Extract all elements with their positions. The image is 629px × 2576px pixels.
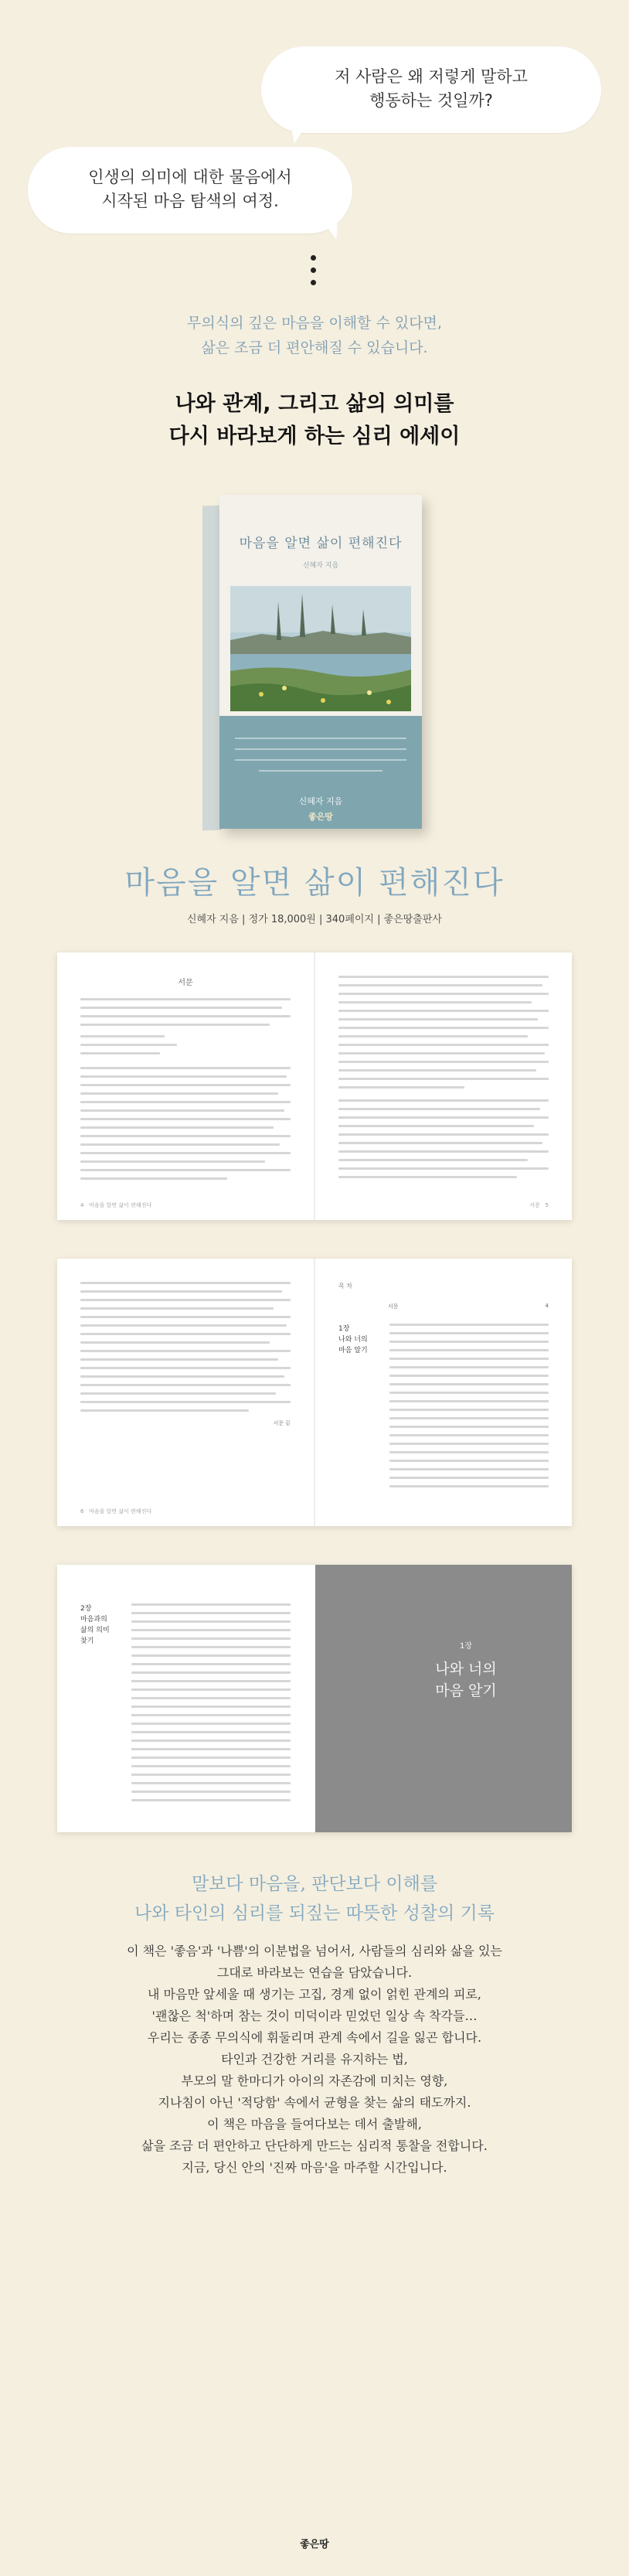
text-line-placeholder — [338, 1001, 532, 1003]
text-line-placeholder — [80, 1101, 291, 1103]
text-line-placeholder — [80, 998, 291, 1000]
text-line-placeholder — [338, 1052, 545, 1055]
page-footer-title: 마음을 알면 삶이 편해진다 — [89, 1202, 152, 1208]
spread-page-left — [57, 1259, 314, 1526]
text-line-placeholder — [389, 1349, 549, 1351]
text-line-placeholder — [80, 1307, 274, 1310]
bubble-2-line-1: 인생의 의미에 대한 물음에서 — [88, 168, 292, 186]
text-line-placeholder — [80, 1118, 291, 1120]
text-line-placeholder — [389, 1400, 549, 1402]
text-line-placeholder — [131, 1663, 291, 1665]
text-line-placeholder — [131, 1629, 291, 1631]
book-front-cover — [219, 495, 422, 829]
text-line-placeholder — [131, 1654, 291, 1657]
chapter-divider-page — [315, 1565, 572, 1832]
text-line-placeholder — [131, 1791, 291, 1793]
cover-author: 신혜자 지음 — [302, 562, 339, 570]
text-line-placeholder — [389, 1485, 549, 1487]
text-line-placeholder — [80, 1290, 282, 1293]
text-line-placeholder — [338, 1069, 536, 1072]
band-publisher-logo: 좋은땅 — [308, 812, 333, 822]
text-line-placeholder — [131, 1603, 291, 1606]
text-line-placeholder — [80, 1316, 291, 1318]
text-line-placeholder — [389, 1451, 549, 1453]
text-line-placeholder — [80, 1007, 282, 1009]
text-line-placeholder — [131, 1739, 291, 1742]
closing-line: 삶을 조금 더 편안하고 단단하게 만드는 심리적 통찰을 전합니다. — [141, 2138, 488, 2153]
cover-band — [219, 716, 422, 829]
text-line-placeholder — [338, 1078, 549, 1080]
book-spread-preface — [57, 952, 572, 1220]
lead-line-2: 삶은 조금 더 편안해질 수 있습니다. — [201, 339, 428, 356]
text-line-placeholder — [80, 1160, 265, 1163]
text-line-placeholder — [131, 1799, 291, 1801]
text-line-placeholder — [80, 1035, 165, 1038]
text-line-placeholder — [389, 1434, 549, 1436]
text-line-placeholder — [338, 1116, 549, 1119]
toc-preface: 서문 — [388, 1303, 399, 1310]
text-line-placeholder — [80, 1401, 291, 1403]
spread-page-right — [315, 952, 572, 1220]
text-line-placeholder — [80, 1358, 278, 1361]
text-line-placeholder — [80, 1143, 280, 1146]
text-line-placeholder — [389, 1417, 549, 1419]
text-line-placeholder — [80, 1044, 177, 1046]
text-line-placeholder — [131, 1612, 291, 1614]
text-line-placeholder — [338, 1061, 549, 1063]
preface-title: 서문 — [178, 979, 193, 987]
text-line-placeholder — [389, 1324, 549, 1326]
text-line-placeholder — [389, 1477, 549, 1479]
text-line-placeholder — [80, 1350, 291, 1352]
text-line-placeholder — [338, 1108, 540, 1110]
text-line-placeholder — [80, 1052, 160, 1055]
text-line-placeholder — [131, 1774, 291, 1776]
text-line-placeholder — [389, 1366, 549, 1368]
text-line-placeholder — [80, 1169, 291, 1171]
text-line-placeholder — [389, 1358, 549, 1360]
chapter-title-line-2: 마음 알기 — [435, 1682, 497, 1699]
spread-page-left — [57, 952, 314, 1220]
text-line-placeholder — [80, 1024, 270, 1026]
page-footer-title: 마음을 알면 삶이 편해진다 — [89, 1508, 152, 1515]
toc-chapter-1: 1장 나와 너의 마음 알기 — [338, 1325, 368, 1354]
text-line-placeholder — [338, 976, 549, 978]
page-number: 6 마음을 알면 삶이 편해진다 — [80, 1508, 152, 1515]
text-line-placeholder — [389, 1383, 549, 1385]
closing-line: 지금, 당신 안의 '진짜 마음'을 마주할 시간입니다. — [182, 2160, 447, 2175]
text-line-placeholder — [80, 1375, 284, 1378]
cover-title: 마음을 알면 삶이 편해진다 — [239, 536, 403, 551]
text-line-placeholder — [389, 1426, 549, 1428]
book-meta: 신혜자 지음 | 정가 18,000원 | 340페이지 | 좋은땅출판사 — [187, 914, 442, 925]
text-line-placeholder — [131, 1637, 291, 1640]
lead-line-1: 무의식의 깊은 마음을 이해할 수 있다면, — [187, 315, 442, 332]
text-line-placeholder — [338, 1035, 528, 1038]
text-line-placeholder — [131, 1731, 291, 1733]
text-line-placeholder — [338, 1044, 549, 1046]
closing-line: 이 책은 마음을 들여다보는 데서 출발해, — [207, 2117, 422, 2131]
preface-sign: 서문 끝 — [273, 1420, 291, 1426]
vertical-dots-icon — [311, 255, 316, 292]
text-line-placeholder — [338, 1133, 549, 1136]
question-bubble-1 — [261, 46, 601, 133]
headline-line-1: 나와 관계, 그리고 삶의 의미를 — [175, 392, 454, 416]
chapter-number: 1장 — [459, 1642, 473, 1651]
text-line-placeholder — [338, 984, 542, 986]
spread-page-left — [57, 1565, 314, 1832]
text-line-placeholder — [80, 1282, 291, 1284]
text-line-placeholder — [338, 1018, 538, 1021]
text-line-placeholder — [389, 1332, 549, 1334]
text-line-placeholder — [80, 1109, 284, 1112]
text-line-placeholder — [80, 1084, 291, 1086]
toc-entries — [389, 1324, 549, 1494]
bubble-2-line-2: 시작된 마음 탐색의 여정. — [101, 192, 279, 210]
text-line-placeholder — [80, 1135, 291, 1137]
band-text-line — [259, 770, 382, 772]
text-line-placeholder — [338, 1125, 534, 1127]
closing-body — [0, 1941, 629, 2179]
closing-line: '괜찮은 척'하며 참는 것이 미덕이라 믿었던 일상 속 착각들… — [151, 2009, 478, 2023]
book-spread-chapter — [57, 1565, 572, 1832]
text-line-placeholder — [338, 1010, 549, 1012]
page-number: 4 마음을 알면 삶이 편해진다 — [80, 1202, 152, 1208]
book-cover-mockup — [202, 495, 434, 835]
text-line-placeholder — [80, 1015, 291, 1017]
text-line-placeholder — [131, 1757, 291, 1759]
text-line-placeholder — [338, 1086, 464, 1089]
text-line-placeholder — [131, 1620, 291, 1623]
text-line-placeholder — [131, 1697, 291, 1699]
bubble-1-line-2: 행동하는 것일까? — [369, 91, 493, 110]
closing-line: 이 책은 '좋음'과 '나쁨'의 이분법을 넘어서, 사람들의 심리와 삶을 있는 — [127, 1944, 502, 1958]
text-line-placeholder — [338, 1099, 549, 1102]
book-title: 마음을 알면 삶이 편해진다 — [124, 865, 505, 901]
headline-line-2: 다시 바라보게 하는 심리 에세이 — [168, 424, 461, 448]
cover-painting — [230, 586, 411, 711]
text-line-placeholder — [80, 1392, 276, 1395]
text-line-placeholder — [131, 1748, 291, 1750]
band-author: 신혜자 지음 — [298, 796, 343, 806]
text-line-placeholder — [131, 1705, 291, 1708]
text-line-placeholder — [338, 1159, 528, 1161]
book-spine — [202, 506, 221, 831]
text-line-placeholder — [131, 1646, 291, 1648]
text-line-placeholder — [131, 1714, 291, 1716]
closing-line: 그대로 바라보는 연습을 담았습니다. — [216, 1965, 413, 1980]
text-line-placeholder — [338, 1150, 549, 1153]
text-line-placeholder — [389, 1460, 549, 1462]
question-bubble-2 — [28, 147, 352, 233]
text-line-placeholder — [80, 1092, 278, 1095]
band-text-line — [235, 748, 406, 750]
text-line-placeholder — [131, 1671, 291, 1674]
publisher-logo: 좋은땅 — [300, 2539, 329, 2550]
closing-line: 우리는 종종 무의식에 휘둘리며 관계 속에서 길을 잃곤 합니다. — [147, 2030, 482, 2045]
text-line-placeholder — [80, 1075, 287, 1078]
text-line-placeholder — [131, 1680, 291, 1682]
text-line-placeholder — [338, 1142, 542, 1144]
text-line-placeholder — [80, 1324, 287, 1327]
spread-page-right — [315, 1259, 572, 1526]
text-line-placeholder — [80, 1409, 249, 1412]
closing-title-line-2: 나와 타인의 심리를 되짚는 따뜻한 성찰의 기록 — [134, 1903, 495, 1923]
text-line-placeholder — [131, 1688, 291, 1691]
headline — [0, 388, 629, 453]
book-spread-toc — [57, 1259, 572, 1526]
chapter-divider-title — [408, 1639, 524, 1702]
toc-preface-page: 4 — [545, 1303, 549, 1309]
text-line-placeholder — [389, 1375, 549, 1377]
closing-title-line-1: 말보다 마음을, 판단보다 이해를 — [191, 1874, 438, 1894]
text-line-placeholder — [80, 1384, 291, 1386]
lead-text — [0, 311, 629, 360]
text-line-placeholder — [338, 993, 549, 995]
text-line-placeholder — [80, 1126, 274, 1129]
text-line-placeholder — [80, 1152, 291, 1154]
text-line-placeholder — [389, 1468, 549, 1470]
text-line-placeholder — [80, 1333, 291, 1335]
text-line-placeholder — [131, 1765, 291, 1767]
band-text-line — [235, 759, 406, 761]
closing-line: 지나침이 아닌 '적당함' 속에서 균형을 찾는 삶의 태도까지. — [158, 2095, 471, 2110]
bubble-1-line-1: 저 사람은 왜 저렇게 말하고 — [335, 67, 528, 86]
text-line-placeholder — [338, 1176, 517, 1178]
closing-line: 부모의 말 한마디가 아이의 자존감에 미치는 영향, — [181, 2073, 448, 2088]
text-line-placeholder — [389, 1443, 549, 1445]
text-line-placeholder — [131, 1782, 291, 1784]
closing-line: 내 마음만 앞세울 때 생기는 고집, 경계 없이 얽힌 관계의 피로, — [148, 1987, 481, 2002]
page-number: 서문 5 — [529, 1202, 549, 1208]
text-line-placeholder — [338, 1167, 549, 1170]
text-line-placeholder — [389, 1392, 549, 1394]
closing-title — [0, 1869, 629, 1928]
text-line-placeholder — [131, 1722, 291, 1725]
text-line-placeholder — [80, 1341, 270, 1344]
band-text-line — [235, 738, 406, 739]
text-line-placeholder — [80, 1067, 291, 1069]
text-line-placeholder — [389, 1409, 549, 1411]
text-line-placeholder — [80, 1367, 291, 1369]
text-line-placeholder — [389, 1341, 549, 1343]
toc-entries — [131, 1603, 291, 1808]
chapter-title-line-1: 나와 너의 — [435, 1661, 497, 1678]
toc-title: 목 차 — [338, 1283, 352, 1290]
toc-chapter-2: 2장 마음과의 삶의 의미 찾기 — [80, 1605, 110, 1645]
page-footer-title: 서문 — [529, 1202, 540, 1208]
text-line-placeholder — [80, 1299, 291, 1301]
text-line-placeholder — [338, 1027, 549, 1029]
text-line-placeholder — [80, 1177, 227, 1180]
closing-line: 타인과 건강한 거리를 유지하는 법, — [221, 2052, 408, 2067]
